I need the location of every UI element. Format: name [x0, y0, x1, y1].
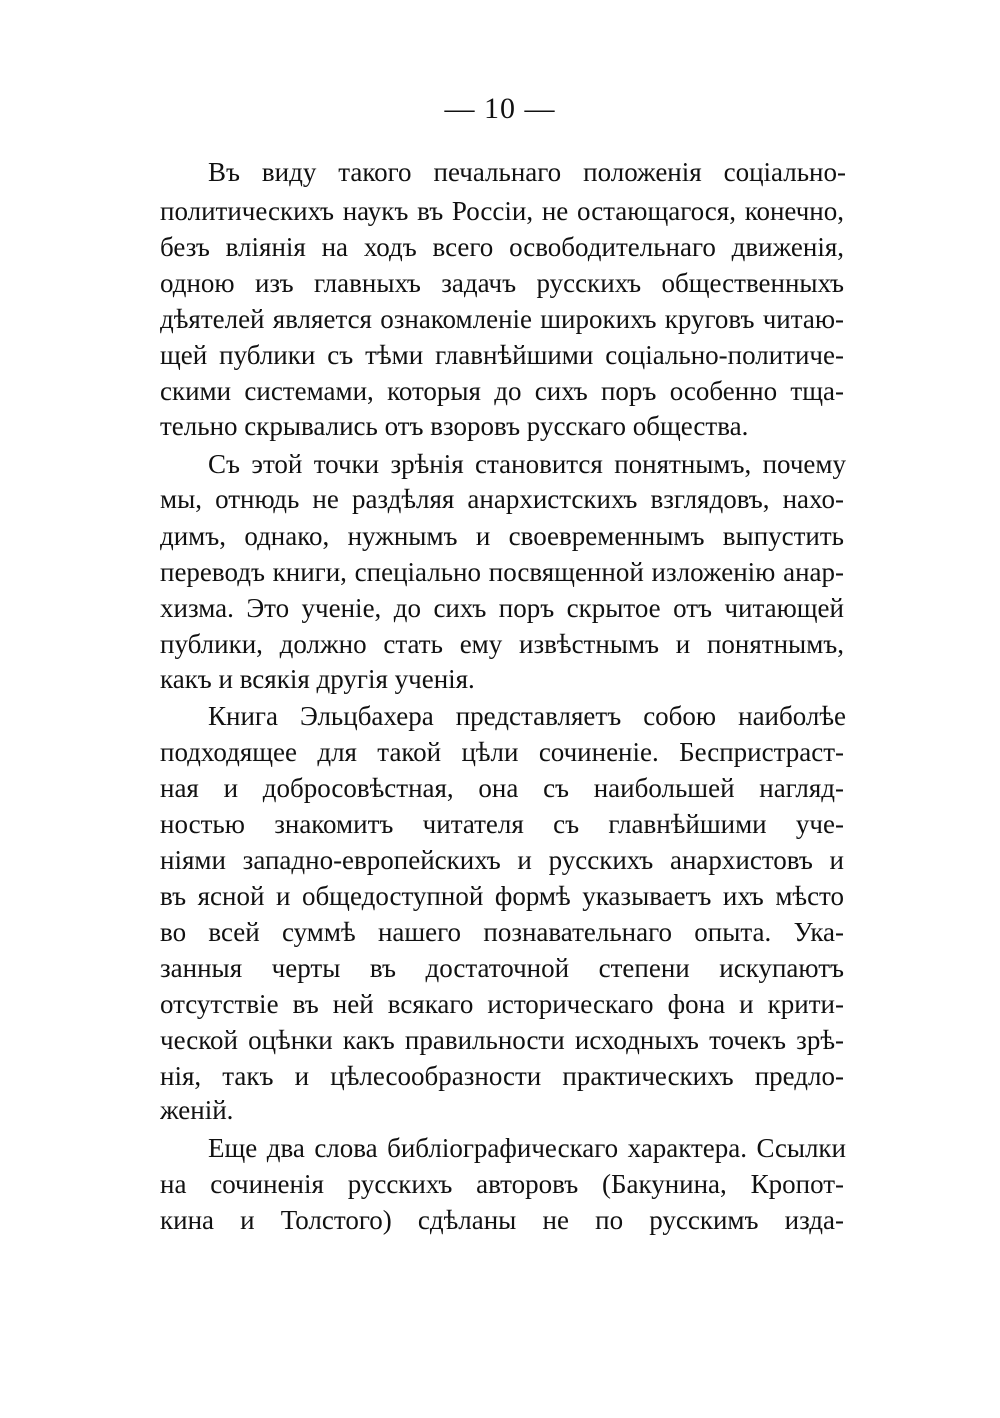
text-line: отсутствіе въ ней всякаго историческаго фона и крити-: [160, 989, 844, 1019]
text-line: женій.: [160, 1095, 234, 1125]
text-line: скими системами, которыя до сихъ поръ особенно тща-: [160, 376, 844, 406]
text-line: ніями западно-европейскихъ и русскихъ анархистовъ и: [160, 845, 844, 875]
text-line: хизма. Это ученіе, до сихъ поръ скрытое отъ читающей: [160, 593, 844, 623]
page-number: — 10 —: [444, 92, 556, 125]
text-line: щей публики съ тѣми главнѣйшими соціально-политиче-: [160, 340, 844, 370]
text-line: ческой оцѣнки какъ правильности исходныхъ точекъ зрѣ-: [160, 1025, 844, 1055]
text-line: нія, такъ и цѣлесообразности практическихъ предло-: [160, 1061, 844, 1091]
text-line: на сочиненія русскихъ авторовъ (Бакунина, Кропот-: [160, 1169, 844, 1199]
text-line: тельно скрывались отъ взоровъ русскаго общества.: [160, 411, 749, 441]
text-line: публики, должно стать ему извѣстнымъ и понятнымъ,: [160, 629, 844, 659]
text-line: одною изъ главныхъ задачъ русскихъ общественныхъ: [160, 268, 844, 298]
text-line: ная и добросовѣстная, она съ наибольшей нагляд-: [160, 773, 844, 803]
text-line: дѣятелей является ознакомленіе широкихъ круговъ читаю-: [160, 304, 844, 334]
text-line: мы, отнюдь не раздѣляя анархистскихъ взглядовъ, нахо-: [160, 484, 844, 514]
text-line: Еще два слова библіографическаго характера. Ссылки: [208, 1133, 846, 1163]
text-line: въ ясной и общедоступной формѣ указываетъ ихъ мѣсто: [160, 881, 844, 911]
text-line: димъ, однако, нужнымъ и своевременнымъ выпустить: [160, 521, 844, 551]
text-line: во всей суммѣ нашего познавательнаго опыта. Ука-: [160, 917, 844, 947]
text-line: безъ вліянія на ходъ всего освободительнаго движенія,: [160, 232, 844, 262]
text-line: Съ этой точки зрѣнія становится понятнымъ, почему: [208, 449, 846, 479]
text-line: ностью знакомитъ читателя съ главнѣйшими уче-: [160, 809, 844, 839]
text-line: какъ и всякія другія ученія.: [160, 664, 475, 694]
text-line: кина и Толстого) сдѣланы не по русскимъ изда-: [160, 1205, 844, 1235]
text-line: занныя черты въ достаточной степени искупаютъ: [160, 953, 844, 983]
text-line: переводъ книги, спеціально посвященной изложенію анар-: [160, 557, 844, 587]
text-line: Книга Эльцбахера представляетъ собою наиболѣе: [208, 701, 846, 731]
text-line: политическихъ наукъ въ Россіи, не остающагося, конечно,: [160, 196, 844, 226]
text-line: подходящее для такой цѣли сочиненіе. Беспристраст-: [160, 737, 844, 767]
text-line: Въ виду такого печальнаго положенія соціально-: [208, 157, 846, 187]
